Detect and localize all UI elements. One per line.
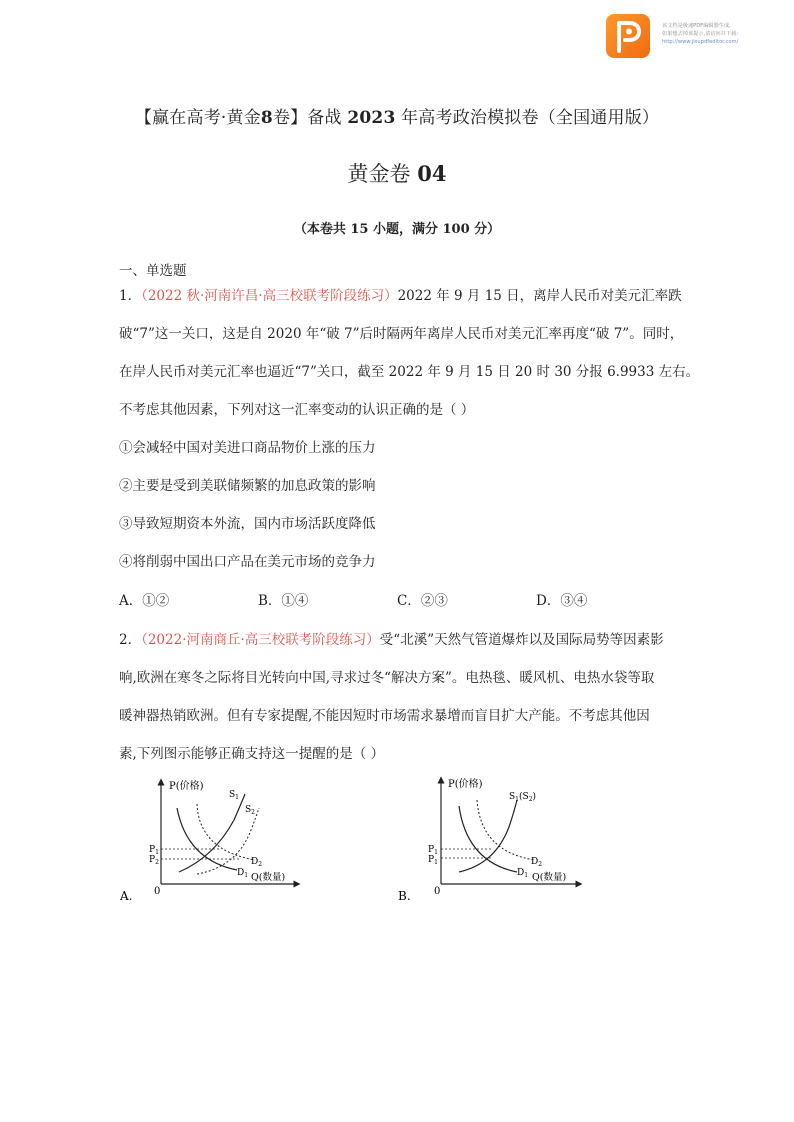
s-label: $S_1(S_2)$ [509, 792, 537, 803]
q2-line1: 2．（2022·河南商丘·高三校联考阶段练习）受“北溪”天然气管道爆炸以及国际局势等因素影 [119, 632, 664, 648]
y-axis-label: P(价格) [448, 779, 483, 790]
watermark-line1: 该文档是极速PDF编辑器生成, [662, 23, 731, 29]
watermark-text [662, 22, 787, 46]
exam-note: （本卷共 15 小题，满分 100 分） [293, 222, 501, 237]
watermark-url: http://www.jisupdfeditor.com/ [662, 39, 739, 45]
d2-label: $D_2$ [251, 857, 263, 868]
q2-graph-a [119, 772, 319, 907]
y-axis-label: P(价格) [169, 781, 204, 792]
d1-label: $D_1$ [517, 868, 529, 879]
q1-line3: 在岸人民币对美元汇率也逼近“7”关口，截至 2022 年 9 月 15 日 20 时 30 分报 6.9933 左右。 [119, 364, 700, 380]
p1-label: $P_1$ [149, 845, 159, 856]
s1-label: $S_1$ [229, 790, 239, 801]
q2-source: （2022·河南商丘·高三校联考阶段练习） [141, 632, 380, 648]
graph-a-label: A. [120, 889, 133, 903]
p2-label: $P_2$ [149, 855, 159, 866]
q1-item-2: ②主要是受到美联储频繁的加息政策的影响 [119, 478, 376, 494]
q1-item-1: ①会减轻中国对美进口商品物价上涨的压力 [119, 440, 376, 456]
p-letter-icon [615, 19, 641, 53]
d2-label: $D_2$ [531, 857, 543, 868]
watermark-line2: 如果想去掉该提示,请访问并下载: [662, 31, 739, 37]
s2-label: $S_2$ [245, 805, 255, 816]
origin-label: 0 [154, 886, 161, 897]
page-title: 【赢在高考·黄金8卷】备战 2023 年高考政治模拟卷（全国通用版） [134, 108, 660, 128]
q2-line2: 响,欧洲在寒冬之际将目光转向中国,寻求过冬“解决方案”。电热毯、暖风机、电热水袋等取 [119, 670, 655, 686]
origin-label: 0 [434, 886, 441, 897]
d1-label: $D_1$ [237, 868, 249, 879]
q2-line3: 暖神器热销欧洲。但有专家提醒,不能因短时市场需求暴增而盲目扩大产能。不考虑其他因 [119, 708, 650, 724]
demand-curve-d1 [177, 808, 237, 870]
graph-b-label: B. [398, 889, 411, 903]
supply-curve-s2 [197, 808, 259, 874]
p1-prime-label: $P_1$ [428, 855, 438, 866]
q2-line4: 素,下列图示能够正确支持这一提醒的是（ ） [119, 746, 385, 762]
pdf-editor-logo [606, 14, 650, 58]
q1-option-d[interactable]: D．③④ [536, 593, 588, 609]
q1-line1: 1．（2022 秋·河南许昌·高三校联考阶段练习）2022 年 9 月 15 日，离岸人民币对美元汇率跌 [119, 288, 682, 304]
p1-label: $P_1$ [428, 845, 438, 856]
q1-option-a[interactable]: A．①② [119, 593, 170, 609]
q2-graph-b [397, 772, 597, 907]
x-axis-label: Q(数量) [251, 872, 286, 883]
q1-option-c[interactable]: C．②③ [397, 593, 448, 609]
q1-item-3: ③导致短期资本外流，国内市场活跃度降低 [119, 516, 376, 532]
section-heading: 一、单选题 [119, 263, 187, 279]
x-axis-label: Q(数量) [532, 872, 567, 883]
demand-curve-d1 [459, 806, 517, 872]
q1-source: （2022 秋·河南许昌·高三校联考阶段练习） [141, 288, 398, 304]
demand-curve-d2 [477, 800, 535, 860]
q1-line4: 不考虑其他因素，下列对这一汇率变动的认识正确的是（ ） [119, 402, 475, 418]
page-subtitle: 黄金卷 04 [347, 161, 447, 186]
supply-curve-s1 [179, 794, 245, 872]
q1-line2: 破“7”这一关口，这是自 2020 年“破 7”后时隔两年离岸人民币对美元汇率再度“破 7”。同时， [119, 326, 684, 342]
q1-option-b[interactable]: B．①④ [258, 593, 309, 609]
q1-item-4: ④将削弱中国出口产品在美元市场的竞争力 [119, 554, 376, 570]
